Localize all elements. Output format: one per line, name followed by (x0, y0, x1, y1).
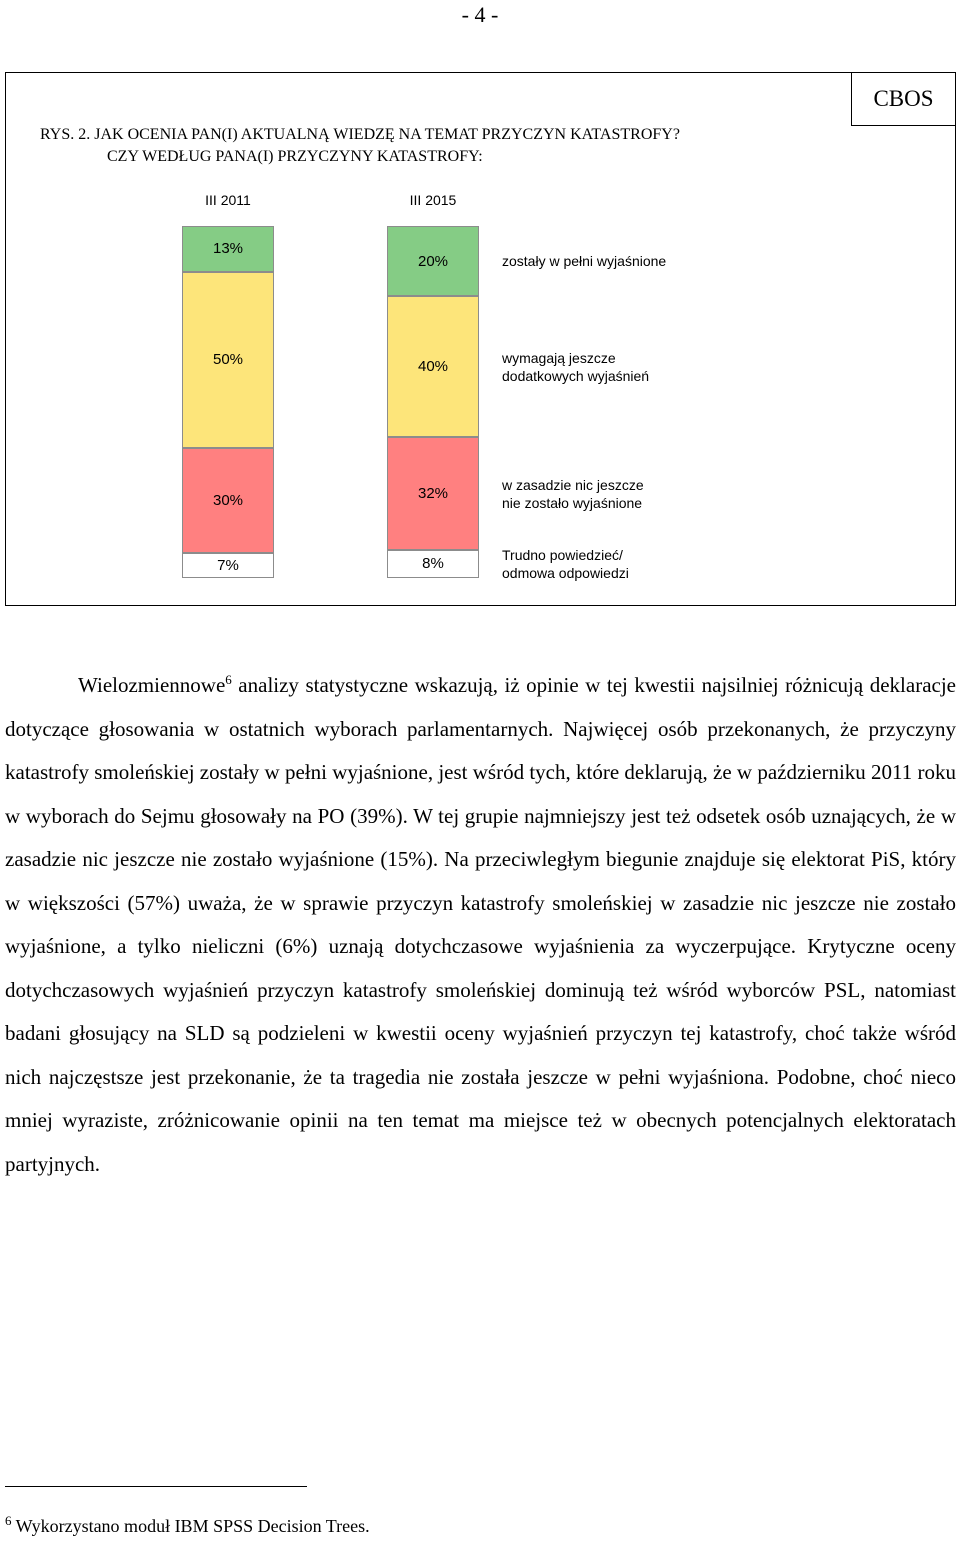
legend-line: w zasadzie nic jeszcze (502, 476, 644, 493)
body-paragraph-rest: analizy statystyczne wskazują, iż opinie w tej kwestii najsilniej różnicują deklaracje dotyczące głosowania w ostatnich wyborach parlamentarnych. Najwięcej osób przekonanych, że przyczyny katastrofy smoleńskiej zostały w pełni wyjaśnione, jest wśród tych, które deklarują, że w październiku 2011 roku w wyborach do Sejmu głosowały na PO (39%). W tej grupie najmniejszy jest też odsetek osób uznających, że w zasadzie nic jeszcze nie zostało wyjaśnione (15%). Na przeciwległym biegunie znajduje się elektorat PiS, który w większości (57%) uważa, że w sprawie przyczyn katastrofy smoleńskiej w zasadzie nic jeszcze nie zostało wyjaśnione, a tylko nieliczni (6%) uznają dotychczasowe wyjaśnienia za wyczerpujące. Krytyczne oceny dotychczasowych wyjaśnień przyczyn katastrofy smoleńskiej dominują też wśród wyborców PSL, natomiast badani głosujący na SLD są podzieleni w kwestii oceny wyjaśnień przyczyn tej katastrofy, choć także wśród nich najczęstsze jest przekonanie, że ta tragedia nie została jeszcze w pełni wyjaśniona. Podobne, choć nieco mniej wyraziste, zróżnicowanie opinii na ten temat ma miejsce też w obecnych potencjalnych elektoratach partyjnych. (5, 673, 956, 1176)
legend-label (502, 252, 666, 270)
cbos-badge: CBOS (851, 72, 956, 126)
category-label: III 2011 (205, 192, 251, 208)
bar-segment (387, 296, 479, 437)
legend-label (502, 476, 644, 512)
footnote (5, 1513, 370, 1537)
bar-segment (387, 437, 479, 550)
data-label: 50% (212, 351, 244, 369)
body-paragraph-start: Wielozmiennowe (78, 673, 226, 697)
data-label: 8% (422, 555, 444, 573)
body-text (5, 664, 956, 1186)
data-label: 7% (217, 557, 239, 575)
legend-line: odmowa odpowiedzi (502, 564, 629, 581)
bar-segment (387, 550, 479, 578)
legend-line: zostały w pełni wyjaśnione (502, 253, 667, 270)
data-label: 32% (417, 485, 449, 502)
page-number: - 4 - (461, 2, 499, 27)
data-label: 40% (417, 358, 449, 376)
footnote-reference: 6 (225, 672, 232, 687)
footnote-text: Wykorzystano moduł IBM SPSS Decision Trees. (11, 1516, 370, 1536)
figure-title-line-1: RYS. 2. JAK OCENIA PAN(I) AKTUALNĄ WIEDZĘ NA TEMAT PRZYCZYN KATASTROFY? (40, 126, 680, 143)
legend-line: dodatkowych wyjaśnień (502, 367, 650, 384)
legend-label (502, 349, 649, 385)
figure-title (40, 124, 680, 168)
footnote-divider (5, 1486, 307, 1487)
bar-segment (182, 272, 274, 448)
legend-line: Trudno powiedzieć/ (502, 546, 623, 563)
bar-segment (182, 553, 274, 578)
data-label: 20% (417, 252, 449, 270)
legend-line: wymagają jeszcze (502, 349, 616, 366)
figure-title-line-2: CZY WEDŁUG PANA(I) PRZYCZYNY KATASTROFY: (107, 148, 483, 165)
data-label: 13% (212, 240, 244, 258)
bar-segment (182, 226, 274, 272)
legend-label (502, 546, 629, 582)
body-paragraph (5, 664, 956, 1186)
category-label: III 2015 (409, 192, 457, 208)
data-label: 30% (212, 492, 244, 510)
bar-segment (387, 226, 479, 296)
footnote-marker: 6 (5, 1513, 12, 1528)
bar-segment (182, 448, 274, 554)
legend-line: nie zostało wyjaśnione (502, 494, 643, 511)
